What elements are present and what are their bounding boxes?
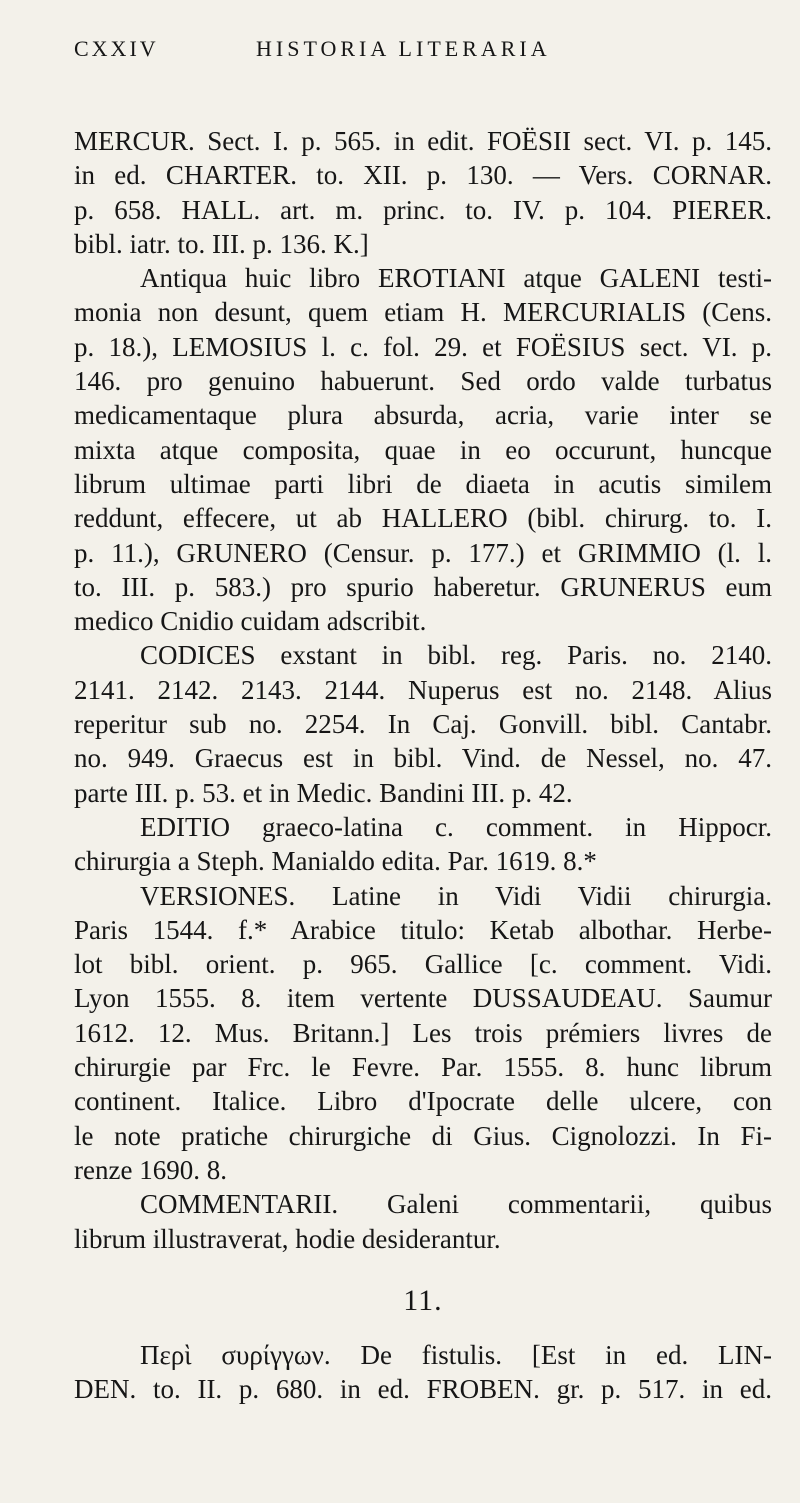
text-line: Antiqua huic libro EROTIANI atque GALENI testi- [140,263,772,294]
text-line: reperitur sub no. 2254. In Caj. Gonvill. bibl. Cantabr. [74,709,772,740]
text-line: in ed. CHARTER. to. XII. p. 130. — Vers. CORNAR. [74,160,772,191]
section-number: 11. [403,1283,443,1317]
text-line: EDITIO graeco-latina c. comment. in Hippocr. [140,811,772,842]
paragraph-codices [74,638,772,809]
text-line: lot bibl. orient. p. 965. Gallice [c. comment. Vidi. [74,949,772,980]
text-line: parte III. p. 53. et in Medic. Bandini III. p. 42. [74,777,573,808]
text-line: p. 18.), LEMOSIUS l. c. fol. 29. et FOËSIUS sect. VI. p. [74,331,772,362]
text-line: medico Cnidio cuidam adscribit. [74,606,427,637]
text-line: 146. pro genuino habuerunt. Sed ordo valde turbatus [74,366,772,397]
text-line: medicamentaque plura absurda, acria, varie inter se [74,400,772,431]
running-head [74,36,772,80]
text-line: le note pratiche chirurgiche di Gius. Cignolozzi. In Fi- [74,1120,772,1151]
text-line: 2141. 2142. 2143. 2144. Nuperus est no. 2148. Alius [74,674,772,705]
text-line: p. 658. HALL. art. m. princ. to. IV. p. 104. PIERER. [74,194,772,225]
running-title: HISTORIA LITERARIA [256,36,551,61]
page-folio: CXXIV [74,36,159,61]
text-line: Lyon 1555. 8. item vertente DUSSAUDEAU. Saumur [74,983,772,1014]
text-line: to. III. p. 583.) pro spurio haberetur. GRUNERUS eum [74,571,772,602]
text-line: chirurgie par Frc. le Fevre. Par. 1555. 8. hunc librum [74,1052,772,1083]
text-line: COMMENTARII. Galeni commentarii, quibus [140,1189,772,1220]
text-line: librum ultimae parti libri de diaeta in acutis similem [74,468,772,499]
text-line: Περὶ συρίγγων. De fistulis. [Est in ed. LIN- [140,1340,772,1371]
text-line: bibl. iatr. to. III. p. 136. K.] [74,228,369,259]
body-text [74,124,772,1407]
text-line: continent. Italice. Libro d'Ipocrate delle ulcere, con [74,1086,772,1117]
text-line: mixta atque composita, quae in eo occurunt, huncque [74,434,772,465]
paragraph-de-fistulis [74,1338,772,1407]
text-line: CODICES exstant in bibl. reg. Paris. no. 2140. [140,640,772,671]
text-line: no. 949. Graecus est in bibl. Vind. de Nessel, no. 47. [74,743,772,774]
text-line: renze 1690. 8. [74,1154,227,1185]
paragraph-references [74,124,772,261]
text-line: VERSIONES. Latine in Vidi Vidii chirurgia. [140,880,772,911]
text-line: librum illustraverat, hodie desiderantur. [74,1223,501,1254]
text-line: p. 11.), GRUNERO (Censur. p. 177.) et GRIMMIO (l. l. [74,537,772,568]
text-line: DEN. to. II. p. 680. in ed. FROBEN. gr. p. 517. in ed. [74,1374,772,1405]
text-line: monia non desunt, quem etiam H. MERCURIALIS (Cens. [74,297,772,328]
text-line: 1612. 12. Mus. Britann.] Les trois prémiers livres de [74,1017,772,1048]
paragraph-testimonia [74,261,772,638]
text-line: MERCUR. Sect. I. p. 565. in edit. FOËSII sect. VI. p. 145. [74,126,772,156]
paragraph-versiones [74,879,772,1188]
paragraph-editio [74,810,772,879]
text-line: chirurgia a Steph. Manialdo edita. Par. 1619. 8.* [74,846,597,877]
text-line: Paris 1544. f.* Arabice titulo: Ketab albothar. Herbe- [74,914,772,945]
text-line: reddunt, effecere, ut ab HALLERO (bibl. chirurg. to. I. [74,503,772,534]
paragraph-commentarii [74,1187,772,1256]
